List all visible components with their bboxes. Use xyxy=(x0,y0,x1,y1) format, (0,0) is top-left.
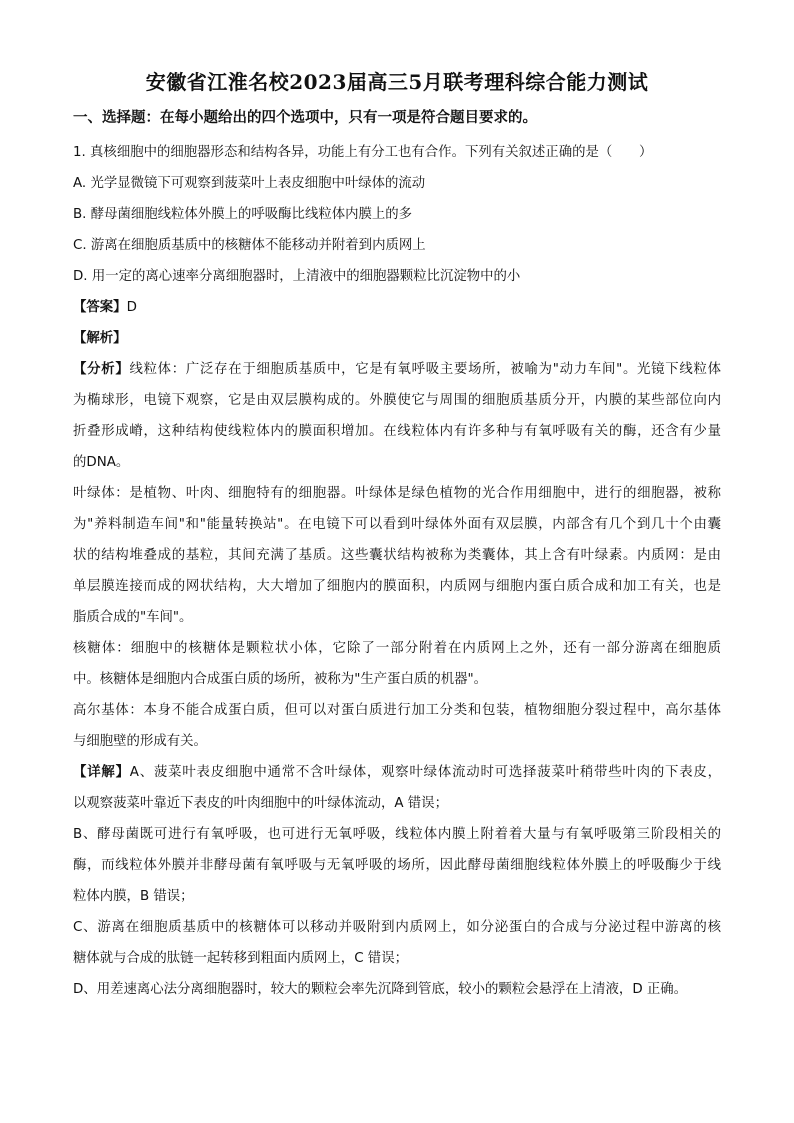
detail-line: 粒体内膜，B 错误； xyxy=(73,889,194,904)
answer-value: D xyxy=(126,300,137,315)
detail-line: C、游离在细胞质基质中的核糖体可以移动并吸附到内质网上，如分泌蛋白的合成与分泌过程中游离的核 xyxy=(73,920,721,935)
detail-line: D、用差速离心法分离细胞器时，较大的颗粒会率先沉降到管底，较小的颗粒会悬浮在上清液，D 正确。 xyxy=(73,982,688,997)
detail-line: B、酵母菌既可进行有氧呼吸，也可进行无氧呼吸，线粒体内膜上附着着大量与有氧呼吸第三阶段相关的 xyxy=(73,827,721,842)
option-c: C. 游离在细胞质基质中的核糖体不能移动并附着到内质网上 xyxy=(73,238,426,253)
analysis-line: 与细胞壁的形成有关。 xyxy=(73,734,207,749)
analysis-sub-label: 【分析】 xyxy=(73,362,130,377)
section-heading: 一、选择题：在每小题给出的四个选项中，只有一项是符合题目要求的。 xyxy=(73,110,537,126)
analysis-line: 核糖体：细胞中的核糖体是颗粒状小体，它除了一部分附着在内质网上之外，还有一部分游离在细胞质 xyxy=(73,641,721,656)
detail-line: 糖体就与合成的肽链一起转移到粗面内质网上，C 错误； xyxy=(73,951,408,966)
analysis-line: 单层膜连接而成的网状结构，大大增加了细胞内的膜面积，内质网与细胞内蛋白质合成和加工有关，也是 xyxy=(73,579,721,594)
analysis-line: 脂质合成的"车间"。 xyxy=(73,610,193,625)
analysis-line: 中。核糖体是细胞内合成蛋白质的场所，被称为"生产蛋白质的机器"。 xyxy=(73,672,488,687)
answer-line xyxy=(73,292,721,323)
analysis-label: 【解析】 xyxy=(73,331,127,346)
option-d: D. 用一定的离心速率分离细胞器时，上清液中的细胞器颗粒比沉淀物中的小 xyxy=(73,269,521,284)
detail-line: 【详解】A、菠菜叶表皮细胞中通常不含叶绿体，观察叶绿体流动时可选择菠菜叶稍带些叶肉的下表皮， xyxy=(73,765,721,780)
analysis-line: 状的结构堆叠成的基粒，其间充满了基质。这些囊状结构被称为类囊体，其上含有叶绿素。内质网：是由 xyxy=(73,548,721,563)
detail-label: 【详解】 xyxy=(73,765,130,780)
option-b: B. 酵母菌细胞线粒体外膜上的呼吸酶比线粒体内膜上的多 xyxy=(73,207,413,222)
question-content xyxy=(73,137,721,1005)
answer-label: 【答案】 xyxy=(73,300,127,315)
analysis-line: 高尔基体：本身不能合成蛋白质，但可以对蛋白质进行加工分类和包装，植物细胞分裂过程中，高尔基体 xyxy=(73,703,721,718)
analysis-line: 为"养料制造车间"和"能量转换站"。在电镜下可以看到叶绿体外面有双层膜，内部含有几个到几十个由囊 xyxy=(73,517,721,532)
detail-line: 酶，而线粒体外膜并非酵母菌有氧呼吸与无氧呼吸的场所，因此酵母菌细胞线粒体外膜上的呼吸酶少于线 xyxy=(73,858,721,873)
analysis-heading xyxy=(73,323,721,354)
analysis-line: 【分析】线粒体：广泛存在于细胞质基质中，它是有氧呼吸主要场所，被喻为"动力车间"。光镜下线粒体 xyxy=(73,362,721,377)
detail-line: 以观察菠菜叶靠近下表皮的叶肉细胞中的叶绿体流动，A 错误； xyxy=(73,796,448,811)
analysis-line: 的DNA。 xyxy=(73,455,130,470)
option-a: A. 光学显微镜下可观察到菠菜叶上表皮细胞中叶绿体的流动 xyxy=(73,176,426,191)
analysis-line: 叶绿体：是植物、叶肉、细胞特有的细胞器。叶绿体是绿色植物的光合作用细胞中，进行的细胞器，被称 xyxy=(73,486,721,501)
question-stem: 1. 真核细胞中的细胞器形态和结构各异，功能上有分工也有合作。下列有关叙述正确的是（ ） xyxy=(73,145,653,160)
document-title: 安徽省江淮名校2023届高三5月联考理科综合能力测试 xyxy=(145,70,649,94)
analysis-line: 为椭球形，电镜下观察，它是由双层膜构成的。外膜使它与周围的细胞质基质分开，内膜的某些部位向内 xyxy=(73,393,721,408)
analysis-line: 折叠形成嵴，这种结构使线粒体内的膜面积增加。在线粒体内有许多种与有氧呼吸有关的酶，还含有少量 xyxy=(73,424,721,439)
